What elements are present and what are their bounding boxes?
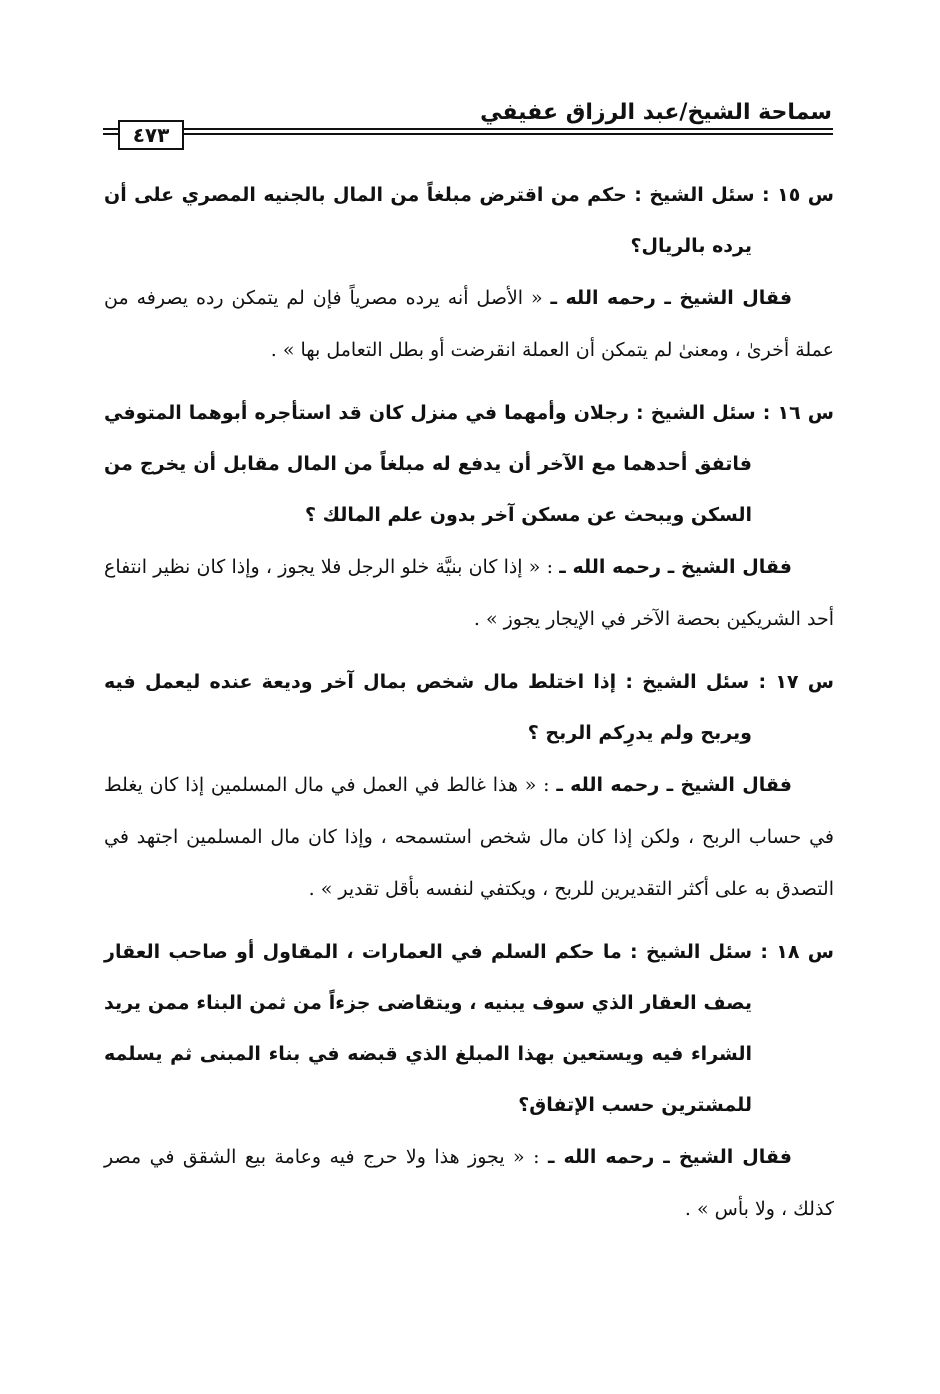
- answer-lead: فقال الشيخ ـ رحمه الله ـ: [559, 556, 792, 578]
- answer-18: [104, 1131, 834, 1235]
- question-18: س ١٨ : سئل الشيخ : ما حكم السلم في العمارات ، المقاول أو صاحب العقار يصف العقار الذي سوف يبنيه ، ويتقاضى جزءاً من ثمن البناء ممن يريد الشراء فيه ويستعين بهذا المبلغ الذي قبضه في بناء المبنى ثم يسلمه للمشترين حسب الإتفاق؟: [104, 941, 834, 1116]
- qa-block-18: [104, 927, 834, 1235]
- answer-15: [104, 272, 834, 376]
- question-16: س ١٦ : سئل الشيخ : رجلان وأمهما في منزل كان قد استأجره أبوهما المتوفي فاتفق أحدهما مع الآخر أن يدفع له مبلغاً من المال مقابل أن يخرج من السكن ويبحث عن مسكن آخر بدون علم المالك ؟: [104, 402, 834, 526]
- answer-lead: فقال الشيخ ـ رحمه الله ـ: [556, 774, 792, 796]
- answer-text: : « إذا كان بنيَّة خلو الرجل فلا يجوز ، وإذا كان نظير انتفاع أحد الشريكين بحصة الآخر في الإيجار يجوز » .: [104, 556, 834, 630]
- header-rule-top-line: [103, 128, 833, 130]
- header-rule-bottom-line: [103, 133, 833, 135]
- page-number: ٤٧٣: [118, 120, 184, 150]
- answer-text: « الأصل أنه يرده مصرياً فإن لم يتمكن رده يصرفه من عملة أخرىٰ ، ومعنىٰ لم يتمكن أن العملة انقرضت أو بطل التعامل بها » .: [104, 287, 834, 361]
- answer-text: : « يجوز هذا ولا حرج فيه وعامة بيع الشقق في مصر كذلك ، ولا بأس » .: [104, 1146, 834, 1220]
- answer-16: [104, 541, 834, 645]
- question-17: س ١٧ : سئل الشيخ : إذا اختلط مال شخص بمال آخر وديعة عنده ليعمل فيه ويربح ولم يدرِكم الربح ؟: [104, 671, 834, 744]
- running-header-title: سماحة الشيخ/عبد الرزاق عفيفي: [480, 100, 832, 125]
- answer-lead: فقال الشيخ ـ رحمه الله ـ: [550, 287, 793, 309]
- qa-block-15: [104, 170, 834, 376]
- qa-block-16: [104, 388, 834, 645]
- header-double-rule: [103, 128, 833, 136]
- answer-lead: فقال الشيخ ـ رحمه الله ـ: [547, 1146, 792, 1168]
- page-body: [104, 170, 834, 1247]
- qa-block-17: [104, 657, 834, 915]
- answer-text: : « هذا غالط في العمل في مال المسلمين إذا كان يغلط في حساب الربح ، ولكن إذا كان مال شخص استسمحه ، وإذا كان مال المسلمين اجتهد في التصدق به على أكثر التقديرين للربح ، ويكتفي لنفسه بأقل تقدير » .: [104, 774, 834, 900]
- answer-17: [104, 759, 834, 915]
- question-15: س ١٥ : سئل الشيخ : حكم من اقترض مبلغاً من المال بالجنيه المصري على أن يرده بالريال؟: [104, 184, 834, 257]
